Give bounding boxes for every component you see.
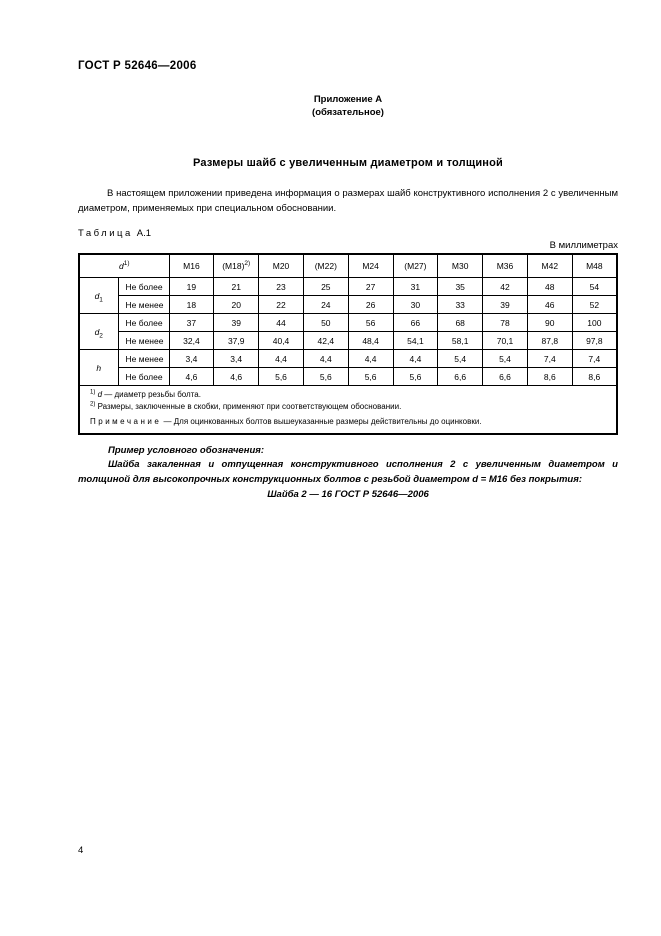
value-cell: 4,4 bbox=[348, 350, 393, 368]
example-section bbox=[78, 444, 618, 503]
value-cell: 52 bbox=[572, 296, 617, 314]
value-cell: 42,4 bbox=[303, 332, 348, 350]
value-cell: 30 bbox=[393, 296, 438, 314]
value-cell: 54,1 bbox=[393, 332, 438, 350]
table-row bbox=[79, 278, 617, 296]
value-cell: 6,6 bbox=[438, 368, 483, 386]
value-cell: 8,6 bbox=[572, 368, 617, 386]
value-cell: 7,4 bbox=[572, 350, 617, 368]
table-row bbox=[79, 368, 617, 386]
value-cell: 56 bbox=[348, 314, 393, 332]
table-body bbox=[79, 278, 617, 386]
value-cell: 21 bbox=[214, 278, 259, 296]
value-cell: 20 bbox=[214, 296, 259, 314]
limit-cell: Не менее bbox=[118, 332, 169, 350]
example-body: Шайба закаленная и отпущенная конструктивного исполнения 2 с увеличенным диаметром и толщиной для высокопрочных конструкционных болтов с резьбой диаметром d = М16 без покрытия: bbox=[78, 459, 618, 485]
table-row bbox=[79, 314, 617, 332]
value-cell: 5,6 bbox=[303, 368, 348, 386]
param-cell: $d_1$ bbox=[79, 278, 118, 314]
header-cell-size: М36 bbox=[483, 254, 528, 278]
limit-cell: Не более bbox=[118, 368, 169, 386]
units-note: В миллиметрах bbox=[549, 239, 618, 251]
header-cell-size: М16 bbox=[169, 254, 214, 278]
value-cell: 48,4 bbox=[348, 332, 393, 350]
value-cell: 37,9 bbox=[214, 332, 259, 350]
value-cell: 97,8 bbox=[572, 332, 617, 350]
param-cell: h bbox=[79, 350, 118, 386]
value-cell: 42 bbox=[483, 278, 528, 296]
value-cell: 26 bbox=[348, 296, 393, 314]
value-cell: 3,4 bbox=[214, 350, 259, 368]
example-intro: Пример условного обозначения: bbox=[108, 444, 265, 456]
value-cell: 5,4 bbox=[483, 350, 528, 368]
section-title: Размеры шайб с увеличенным диаметром и толщиной bbox=[192, 156, 504, 169]
appendix-subtitle: (обязательное) bbox=[312, 106, 384, 118]
value-cell: 50 bbox=[303, 314, 348, 332]
value-cell: 22 bbox=[259, 296, 304, 314]
header-cell-size: (М27) bbox=[393, 254, 438, 278]
value-cell: 4,6 bbox=[214, 368, 259, 386]
table-label bbox=[78, 228, 618, 239]
appendix-title: Приложение А bbox=[313, 94, 383, 105]
table-head bbox=[79, 254, 617, 278]
value-cell: 4,4 bbox=[259, 350, 304, 368]
value-cell: 19 bbox=[169, 278, 214, 296]
footnote: $^{2)}$ Размеры, заключенные в скобки, применяют при соответствующем обосновании. bbox=[90, 401, 402, 411]
table-note: Примечание — Для оцинкованных болтов вышеуказанные размеры действительны до оцинковки. bbox=[90, 417, 482, 427]
table-header-row bbox=[79, 254, 617, 278]
value-cell: 39 bbox=[483, 296, 528, 314]
limit-cell: Не более bbox=[118, 278, 169, 296]
value-cell: 87,8 bbox=[527, 332, 572, 350]
value-cell: 3,4 bbox=[169, 350, 214, 368]
value-cell: 18 bbox=[169, 296, 214, 314]
value-cell: 68 bbox=[438, 314, 483, 332]
page-number: 4 bbox=[78, 845, 84, 856]
value-cell: 25 bbox=[303, 278, 348, 296]
value-cell: 4,4 bbox=[393, 350, 438, 368]
example-designation: Шайба 2 — 16 ГОСТ Р 52646—2006 bbox=[267, 489, 429, 501]
value-cell: 66 bbox=[393, 314, 438, 332]
appendix-heading bbox=[78, 94, 618, 120]
header-cell-size: М30 bbox=[438, 254, 483, 278]
value-cell: 100 bbox=[572, 314, 617, 332]
table-row bbox=[79, 332, 617, 350]
value-cell: 4,6 bbox=[169, 368, 214, 386]
value-cell: 31 bbox=[393, 278, 438, 296]
param-cell: $d_2$ bbox=[79, 314, 118, 350]
page-content bbox=[78, 60, 618, 503]
value-cell: 4,4 bbox=[303, 350, 348, 368]
doc-code: ГОСТ Р 52646—2006 bbox=[78, 60, 197, 72]
table-footnotes bbox=[79, 386, 617, 434]
value-cell: 40,4 bbox=[259, 332, 304, 350]
table-label-number: А.1 bbox=[136, 227, 152, 239]
value-cell: 33 bbox=[438, 296, 483, 314]
value-cell: 5,4 bbox=[438, 350, 483, 368]
value-cell: 78 bbox=[483, 314, 528, 332]
washer-dimensions-table bbox=[78, 253, 618, 435]
value-cell: 23 bbox=[259, 278, 304, 296]
value-cell: 5,6 bbox=[259, 368, 304, 386]
value-cell: 35 bbox=[438, 278, 483, 296]
header-cell-size: (М22) bbox=[303, 254, 348, 278]
limit-cell: Не более bbox=[118, 314, 169, 332]
table-footnote-row bbox=[79, 386, 617, 434]
limit-cell: Не менее bbox=[118, 350, 169, 368]
header-cell-size: $(М18)^{2)}$ bbox=[214, 254, 259, 278]
value-cell: 5,6 bbox=[393, 368, 438, 386]
limit-cell: Не менее bbox=[118, 296, 169, 314]
value-cell: 24 bbox=[303, 296, 348, 314]
value-cell: 58,1 bbox=[438, 332, 483, 350]
header-cell-size: М48 bbox=[572, 254, 617, 278]
intro-paragraph: В настоящем приложении приведена информация о размерах шайб конструктивного исполнения 2 с увеличенным диаметром, применяемых при специальном обосновании. bbox=[78, 187, 618, 214]
header-cell-size: М20 bbox=[259, 254, 304, 278]
value-cell: 54 bbox=[572, 278, 617, 296]
value-cell: 90 bbox=[527, 314, 572, 332]
table-row bbox=[79, 350, 617, 368]
value-cell: 27 bbox=[348, 278, 393, 296]
header-cell-thread-diameter: $d^{1)}$ bbox=[79, 254, 169, 278]
header-cell-size: М24 bbox=[348, 254, 393, 278]
value-cell: 8,6 bbox=[527, 368, 572, 386]
value-cell: 37 bbox=[169, 314, 214, 332]
value-cell: 48 bbox=[527, 278, 572, 296]
value-cell: 39 bbox=[214, 314, 259, 332]
table-label-word: Таблица bbox=[78, 227, 133, 239]
value-cell: 70,1 bbox=[483, 332, 528, 350]
value-cell: 7,4 bbox=[527, 350, 572, 368]
value-cell: 46 bbox=[527, 296, 572, 314]
value-cell: 44 bbox=[259, 314, 304, 332]
header-cell-size: М42 bbox=[527, 254, 572, 278]
value-cell: 32,4 bbox=[169, 332, 214, 350]
table-row bbox=[79, 296, 617, 314]
value-cell: 5,6 bbox=[348, 368, 393, 386]
value-cell: 6,6 bbox=[483, 368, 528, 386]
footnote: $^{1)}$ d — диаметр резьбы болта. bbox=[90, 389, 201, 400]
table-foot bbox=[79, 386, 617, 434]
